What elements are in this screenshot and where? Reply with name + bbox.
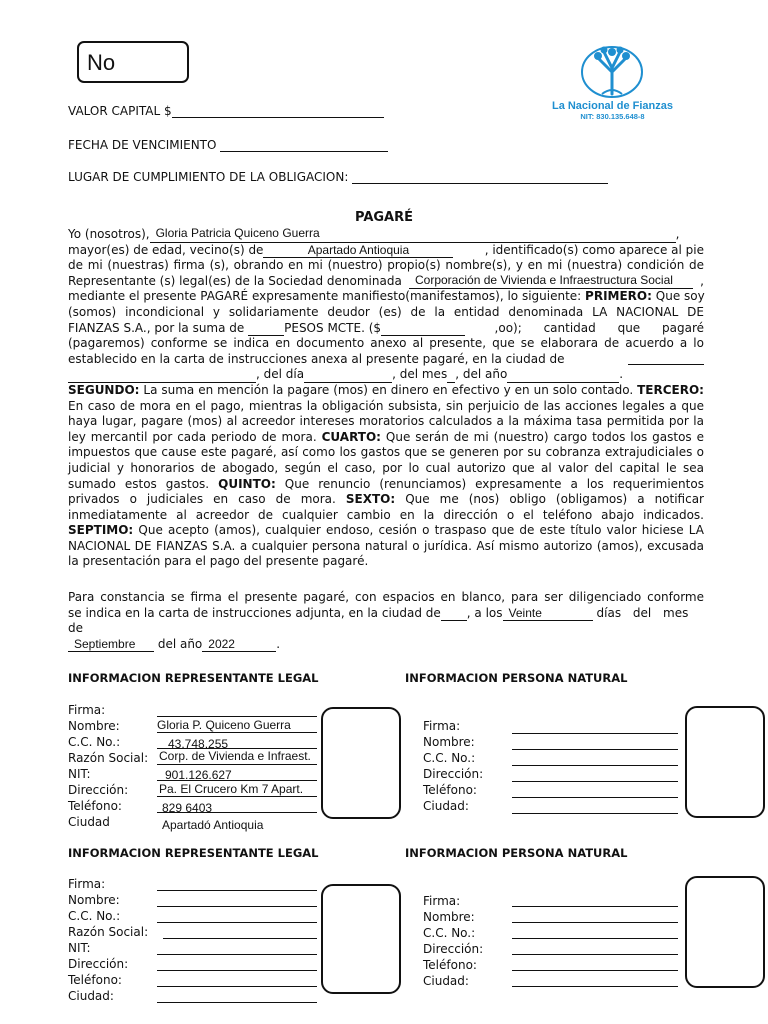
pn1-firma-line[interactable] [512, 733, 678, 734]
persona-natural-title-2: INFORMACION PERSONA NATURAL [405, 846, 628, 860]
rep2-nombre-line[interactable] [157, 906, 317, 907]
rep1-direccion-line[interactable] [157, 796, 317, 797]
pn2-nombre-line[interactable] [512, 922, 678, 923]
pagare-body: Yo (nosotros), Gloria Patricia Quiceno Guerra , mayor(es) de edad, vecino(s) de Apartado Antioquia , identificado(s) como aparece al pie de mi (nuestras) firma (s), obrando en mi (nuestro) propio(s) nombre(s), y en mi (nuestra) condición de Representante (s) legal(es) de la Sociedad denominada Corporación de Vivienda e Infraestructura Social , mediante el presente PAGARÉ expresamente manifiesto(manifestamos), lo siguiente: PRIMERO: Que soy (somos) incondicional y solidariamente deudor (es) de la entidad denominada LA NACIONAL DE FIANZAS S.A., por la suma de PESOS MCTE. ($ ,oo); cantidad que pagaré (pagaremos) conforme se indica en documento anexo al presente, que se elaborara de acuerdo a lo establecido en la carta de instrucciones anexa al presente pagaré, en la ciudad de , del día , del mes , del año . SEGUNDO: La suma en mención la pagare (mos) en dinero en efectivo y en un solo contado. TERCERO: En caso de mora en el pago, mientras la obligación subsista, sin perjuicio de las acciones legales a que haya lugar, pagare (mos) al acreedor intereses moratorios calculados a la máxima tasa permitida por la ley mercantil por cada periodo de mora. CUARTO: Que serán de mi (nuestro) cargo todos los gastos e impuestos que cause este pagaré, así como los gastos que se generen por su cobranza extrajudiciales o judicial y honorarios de abogado, según el caso, por lo cual autorizo que al valor del capital le sea sumado estos gastos. QUINTO: Que renuncio (renunciamos) expresamente a los requerimientos privados o judiciales en caso de mora. SEXTO: Que me (nos) obligo (obligamos) a notificar inmediatamente al acreedor de cualquier cambio en la dirección o el teléfono abajo indicados. SEPTIMO: Que acepto (amos), cualquier endoso, cesión o traspaso que de este título valor hiciese LA NACIONAL DE FIANZAS S.A. a cualquier persona natural o jurídica. Así mismo autorizo (amos), excusada la presentación para el pago del presente pagaré. [68, 226, 705, 569]
huella-box-pn-1 [685, 706, 765, 818]
ciudad-field[interactable] [628, 352, 704, 365]
ciudad-field-2[interactable] [68, 370, 256, 383]
ano-field[interactable] [507, 370, 619, 383]
huella-box-pn-2 [685, 876, 765, 988]
persona-natural-labels-1: Firma: Nombre: C.C. No.: Dirección: Teléfono: Ciudad: [423, 719, 484, 813]
company-logo [540, 42, 685, 122]
numero-box [77, 41, 189, 83]
rep-legal-labels-1: Firma: Nombre: C.C. No.: Razón Social: NIT: Dirección: Teléfono: Ciudad [68, 703, 149, 829]
valor-capital-field: VALOR CAPITAL $ [68, 104, 384, 118]
pn2-cc-line[interactable] [512, 938, 678, 939]
document-title: PAGARÉ [354, 210, 414, 225]
rep1-nit: 901.126.627 [165, 768, 232, 782]
constancia-ciudad-field[interactable] [441, 608, 467, 621]
persona-natural-title-1: INFORMACION PERSONA NATURAL [405, 671, 628, 685]
rep2-direccion-line[interactable] [157, 970, 317, 971]
logo-nit: NIT: 830.135.648-8 [580, 112, 645, 121]
debtor-name-field[interactable]: Gloria Patricia Quiceno Guerra [150, 227, 676, 243]
huella-box-rep-2 [321, 884, 401, 994]
rep-legal-title-1: INFORMACION REPRESENTANTE LEGAL [68, 671, 319, 685]
lugar-cumplimiento-field: LUGAR DE CUMPLIMIENTO DE LA OBLIGACION: [68, 170, 608, 184]
company-field[interactable]: Corporación de Vivienda e Infraestructura Social [409, 274, 693, 290]
rep2-telefono-line[interactable] [157, 986, 317, 987]
pn2-firma-line[interactable] [512, 906, 678, 907]
rep2-nit-line[interactable] [157, 954, 317, 955]
pn1-nombre-line[interactable] [512, 749, 678, 750]
rep1-nombre: Gloria P. Quiceno Guerra [157, 718, 291, 732]
pn1-cc-line[interactable] [512, 765, 678, 766]
rep1-ciudad: Apartadó Antioquia [162, 818, 264, 832]
rep2-firma-line[interactable] [157, 890, 317, 891]
rep1-cc: 43.748.255 [168, 737, 229, 751]
lugar-cumplimiento-line[interactable] [352, 171, 608, 184]
huella-box-rep-1 [321, 707, 401, 819]
mes-field[interactable] [447, 370, 455, 383]
rep2-ciudad-line[interactable] [157, 1002, 317, 1003]
city-field[interactable]: Apartado Antioquia [263, 244, 453, 258]
rep1-razon-line[interactable] [157, 764, 317, 765]
persona-natural-labels-2: Firma: Nombre: C.C. No.: Dirección: Teléfono: Ciudad: [423, 894, 484, 988]
valor-capital-line[interactable] [172, 105, 384, 118]
pn1-ciudad-line[interactable] [512, 813, 678, 814]
constancia-mes-field[interactable]: Septiembre [68, 638, 154, 652]
rep1-razon: Corp. de Vivienda e Infraest. [159, 749, 311, 763]
numero-label: No [87, 50, 116, 75]
tree-people-icon [540, 42, 685, 98]
pn2-direccion-line[interactable] [512, 954, 678, 955]
fecha-vencimiento-field: FECHA DE VENCIMIENTO [68, 138, 388, 152]
rep1-nombre-line[interactable] [157, 732, 317, 733]
pn2-telefono-line[interactable] [512, 970, 678, 971]
rep1-direccion: Pa. El Crucero Km 7 Apart. [159, 782, 304, 796]
rep2-razon-line[interactable] [163, 938, 317, 939]
valor-pesos-field[interactable] [381, 323, 465, 336]
rep2-cc-line[interactable] [157, 922, 317, 923]
pn1-direccion-line[interactable] [512, 781, 678, 782]
pn2-ciudad-line[interactable] [512, 986, 678, 987]
rep1-telefono: 829 6403 [162, 801, 213, 815]
logo-name: La Nacional de Fianzas [551, 100, 674, 112]
constancia-dia-field[interactable]: Veinte [503, 607, 593, 621]
dia-field[interactable] [304, 370, 392, 383]
rep-legal-labels-2: Firma: Nombre: C.C. No.: Razón Social: NIT: Dirección: Teléfono: Ciudad: [68, 877, 149, 1003]
constancia-paragraph: Para constancia se firma el presente pagaré, con espacios en blanco, para ser diligenciado conforme se indica en la carta de instrucciones adjunta, en la ciudad de , a los Veinte días del mes de Septiembre del año 2022 . [68, 590, 704, 651]
rep1-firma-line[interactable] [157, 716, 317, 717]
fecha-vencimiento-line[interactable] [220, 139, 388, 152]
constancia-ano-field[interactable]: 2022 [202, 638, 276, 652]
rep-legal-title-2: INFORMACION REPRESENTANTE LEGAL [68, 846, 319, 860]
suma-field[interactable] [248, 323, 284, 336]
pn1-telefono-line[interactable] [512, 797, 678, 798]
